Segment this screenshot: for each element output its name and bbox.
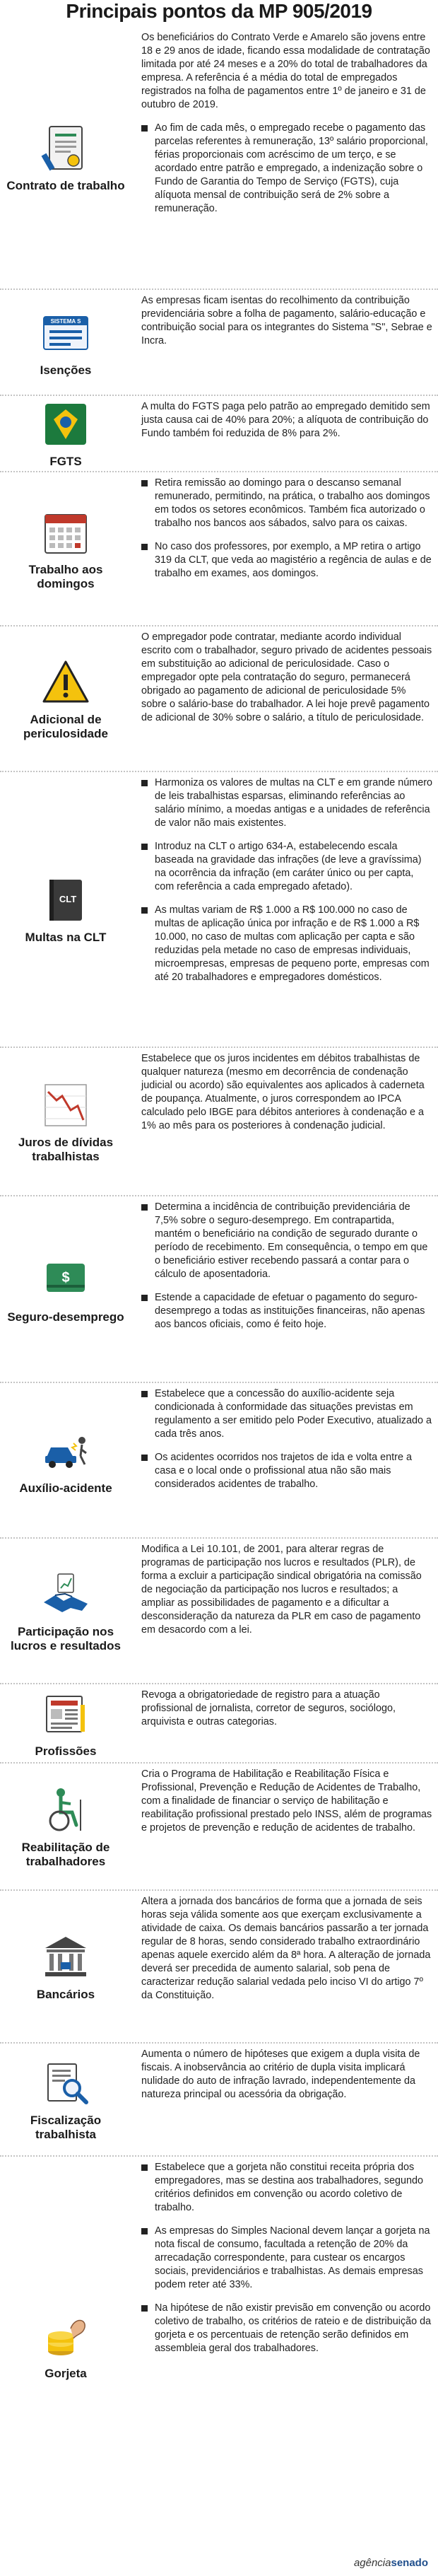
list-item: As multas variam de R$ 1.000 a R$ 100.000 no caso de multas de aplicação única por infração e de R$ 1.000 a R$ 10.000, no caso de multas com aplicação per capta e são reduzidas pela metade no caso de empresas individuais, microempresas, empresas de pequeno porte, empresas com até 20 trabalhadores e empregadores domésticos. (141, 904, 432, 984)
warning-icon (40, 656, 92, 709)
section-gorjeta (0, 2155, 438, 2576)
section-label: Reabilitação de trabalhadores (21, 1841, 110, 1868)
bullet-icon (141, 2228, 148, 2234)
bullet-icon (141, 907, 148, 914)
list-item: As empresas do Simples Nacional devem lançar a gorjeta na nota fiscal de consumo, facultada a retenção de 20% da arrecadação correspondente, para custear os encargos sociais, previdenciários e trabalhistas. As demais empresas podem reter até 33%. (141, 2225, 432, 2292)
list-item: Na hipótese de não existir previsão em convenção ou acordo coletivo de trabalho, os critérios de rateio e de distribuição da gorjeta e os percentuais de retenção serão definidos em assembleia geral dos trabalhadores. (141, 2302, 432, 2355)
section-isencoes (0, 289, 438, 395)
bullet-icon (141, 1455, 148, 1461)
section-auxilio (0, 1382, 438, 1537)
agencia-senado-logo (354, 2557, 428, 2569)
page-title: Principais pontos da MP 905/2019 (66, 0, 372, 22)
section-domingos (0, 471, 438, 625)
section-multas (0, 771, 438, 1047)
contract-icon (40, 122, 92, 175)
list-item: Determina a incidência de contribuição previdenciária de 7,5% sobre o seguro-desemprego. Em contrapartida, mantém o beneficiário na condição de segurado durante o período de recebimento. Em consequência, o tempo em que o beneficiário estiver recebendo passará a contar para o cálculo de aposentadoria. (141, 1201, 432, 1281)
section-paragraph: Cria o Programa de Habilitação e Reabilitação Física e Profissional, Prevenção e Redução de Acidentes de Trabalho, com a finalidade de financiar o serviço de habilitação e reabilitação profissional prestado pelo INSS, além de programas e projetos de prevenção e redução de acidentes de trabalho. (141, 1768, 432, 1834)
section-label: Contrato de trabalho (6, 179, 125, 192)
dollar-text: $ (61, 1270, 70, 1286)
section-label: Trabalho aos domingos (28, 563, 103, 590)
list-item: Estabelece que a gorjeta não constitui receita própria dos empregadores, mas se destina aos trabalhadores, segundo critérios definidos em convenção ou acordo coletivo de trabalho. (141, 2161, 432, 2215)
section-paragraph: O empregador pode contratar, mediante acordo individual escrito com o trabalhador, seguro privado de acidentes pessoais em substituição ao adicional de periculosidade. Caso o empregador opte pela contratação do seguro, permanecerá obrigado ao pagamento de adicional de periculosidade 5% sobre o salário-base do trabalhador. A lei hoje prevê pagamento de adicional de 30% sobre o salário, a título de periculosidade. (141, 631, 432, 723)
clt-text: CLT (59, 894, 77, 904)
list-item: Estende a capacidade de efetuar o pagamento do seguro-desemprego a todas as instituições financeiras, não apenas aos bancos oficiais, como é feito hoje. (141, 1291, 432, 1331)
footer-brand-prefix: agência (353, 2557, 391, 2569)
money-card-icon (40, 1254, 92, 1306)
bullet-icon (141, 2305, 148, 2312)
tip-coins-icon (40, 2310, 92, 2362)
handshake-icon (40, 1568, 92, 1621)
bullet-icon (141, 1391, 148, 1397)
calendar-icon (40, 506, 92, 559)
section-bancarios (0, 1889, 438, 2042)
bullet-icon (141, 544, 148, 550)
section-paragraph: Aumenta o número de hipóteses que exigem a dupla visita de fiscais. A inobservância ao critério de dupla visita implicará nulidade do auto de infração lavrado, independentemente da natureza principal ou acessória da obrigação. (141, 2048, 420, 2100)
bullet-icon (141, 780, 148, 786)
section-label: Seguro-desemprego (7, 1310, 124, 1324)
section-text (141, 31, 432, 216)
bullet-icon (141, 480, 148, 486)
section-label: Gorjeta (45, 2366, 87, 2380)
section-label: FGTS (49, 455, 82, 468)
bullet-icon (141, 125, 148, 132)
clt-book-icon (40, 874, 92, 926)
inspection-icon (40, 2057, 92, 2109)
chart-down-icon (40, 1079, 92, 1131)
wheelchair-icon (40, 1784, 92, 1836)
section-label: Juros de dívidas trabalhistas (18, 1136, 114, 1163)
section-fiscalizacao (0, 2042, 438, 2155)
section-juros (0, 1047, 438, 1195)
sistema-s-icon (40, 307, 92, 359)
section-label: Bancários (36, 1988, 95, 2001)
section-label: Participação nos lucros e resultados (11, 1625, 121, 1653)
bullet-icon (141, 1204, 148, 1211)
section-label: Multas na CLT (25, 931, 107, 944)
section-fgts (0, 395, 438, 471)
section-profissoes (0, 1683, 438, 1762)
sistema-s-text: SISTEMA S (50, 318, 81, 325)
section-label: Isenções (40, 363, 92, 377)
bullet-icon (141, 1295, 148, 1301)
list-item: Os acidentes ocorridos nos trajetos de ida e volta entre a casa e o local onde o profissional atua não são mais considerados acidentes de trabalho. (141, 1451, 432, 1491)
list-item: Ao fim de cada mês, o empregado recebe o pagamento das parcelas referentes à remuneração, 13º salário proporcional, férias proporcionais com acréscimo de um terço, e se acordado entre patrão e empregado, a indenização sobre o Fundo de Garantia do Tempo de Serviço (FGTS), cuja alíquota mensal de contribuição será de 2% sobre a remuneração. (141, 122, 432, 216)
section-seguro (0, 1195, 438, 1382)
bullet-icon (141, 844, 148, 850)
section-paragraph: Modifica a Lei 10.101, de 2001, para alterar regras de programas de participação nos lucros e resultados (PLR), de forma a excluir a participação sindical obrigatória na comissão de negociação da participação nos lucros e resultados; a ampliar as possibilidades de pagamento e a dificultar a desconsideração da natureza da PLR em caso de pagamento em desacordo com a lei. (141, 1544, 422, 1636)
section-paragraph: Revoga a obrigatoriedade de registro para a atuação profissional de jornalista, corretor de seguros, sociólogo, arquivista e outras categorias. (141, 1689, 396, 1727)
list-item: Harmoniza os valores de multas na CLT e em grande número de leis trabalhistas esparsas, eliminando referências ao salário mínimo, a moedas antigas e a unidades de referência de valor não mais existentes. (141, 776, 432, 830)
section-contrato (0, 27, 438, 289)
footer-brand-name: senado (391, 2557, 428, 2569)
section-paragraph: Estabelece que os juros incidentes em débitos trabalhistas de qualquer natureza (mesmo em decorrência de condenação judicial ou acordo) são equivalentes aos aplicados à caderneta de poupança. Atualmente, o juros correspondem ao IPCA calculado pelo IBGE para débitos anteriores à condenação e a 1% ao mês para os posteriores à condenação judicial. (141, 1053, 425, 1131)
list-item: Estabelece que a concessão do auxílio-acidente seja condicionada à conformidade das situações previstas em regulamento a ser emitido pelo Poder Executivo, atualizado a cada três anos. (141, 1387, 432, 1441)
section-paragraph: A multa do FGTS paga pelo patrão ao empregado demitido sem justa causa cai de 40% para 20%; a alíquota de contribuição do Fundo também foi reduzida de 8% para 2%. (141, 401, 430, 439)
newspaper-icon (40, 1688, 92, 1740)
fgts-icon (40, 398, 92, 450)
section-periculosidade (0, 625, 438, 771)
bullet-icon (141, 2164, 148, 2171)
list-item: Retira remissão ao domingo para o descanso semanal remunerado, permitindo, na prática, o trabalho aos domingos em todos os setores econômicos. Também fica autorizado o trabalho nos bancos aos sábados, salvo para os caixas. (141, 477, 432, 530)
section-label: Profissões (35, 1744, 97, 1758)
section-plr (0, 1537, 438, 1683)
section-reabilitacao (0, 1762, 438, 1889)
section-label: Adicional de periculosidade (23, 713, 108, 740)
section-label: Fiscalização trabalhista (30, 2114, 102, 2141)
bank-icon (40, 1931, 92, 1983)
section-paragraph: Os beneficiários do Contrato Verde e Amarelo são jovens entre 18 e 29 anos de idade, ficando essa modalidade de contratação limitada por até 24 meses e a 20% do total de trabalhadores da empresa. A referência é a média do total de empregados registrados na folha de pagamentos entre 1º de janeiro e 31 de outubro de 2019. (141, 32, 430, 110)
list-item: No caso dos professores, por exemplo, a MP retira o artigo 319 da CLT, que veda ao magistério a regência de aulas e de trabalho em exames, aos domingos. (141, 540, 432, 581)
car-accident-icon (40, 1425, 92, 1477)
list-item: Introduz na CLT o artigo 634-A, estabelecendo escala baseada na gravidade das infrações (de leve a gravíssima) na ocorrência da infração (em caráter único ou per capta, com referência a cada empregado afetado). (141, 840, 432, 894)
section-label: Auxílio-acidente (19, 1481, 112, 1495)
section-paragraph: As empresas ficam isentas do recolhimento da contribuição previdenciária sobre a folha de pagamento, salário-educação e contribuição social para os integrantes do Sistema "S", Sebrae e Incra. (141, 295, 432, 346)
section-paragraph: Altera a jornada dos bancários de forma que a jornada de seis horas seja válida somente aos que exerçam exclusivamente a atividade de caixa. Os demais bancários passarão a ter jornada regular de 8 horas, sendo considerado trabalho extraordinário apenas aquele exercido além da 8ª hora. A alteração de jornada deverá ser precedida de aumento salarial, sob pena de caracterizar redução salarial vedada pelo inciso VI do artigo 7º da Constituição. (141, 1896, 431, 2001)
section-icon-column (6, 27, 126, 289)
